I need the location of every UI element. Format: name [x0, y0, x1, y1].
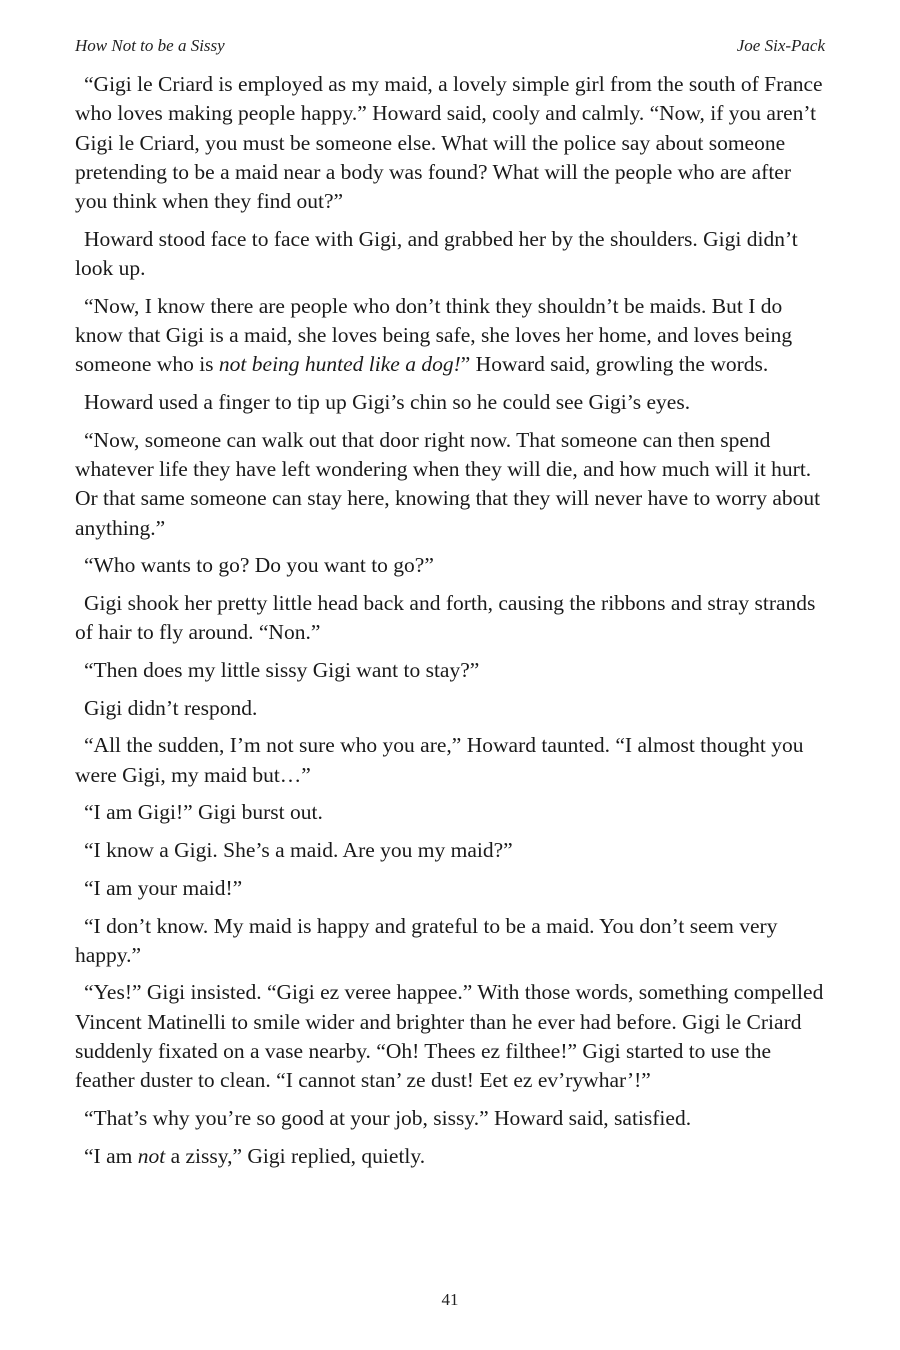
- emphasis-text: not being hunted like a dog!: [218, 352, 461, 377]
- paragraph-text: Howard used a finger to tip up Gigi’s chin so he could see Gigi’s eyes.: [84, 390, 691, 415]
- paragraph: [75, 225, 825, 284]
- paragraph: [75, 731, 825, 790]
- paragraph: [75, 551, 825, 580]
- paragraph-text: “Then does my little sissy Gigi want to stay?”: [84, 658, 480, 683]
- paragraph-text: ” Howard said, growling the words.: [460, 352, 769, 377]
- paragraph: [75, 589, 825, 648]
- paragraph: [75, 1142, 825, 1171]
- paragraph: [75, 836, 825, 865]
- author-name: Joe Six-Pack: [736, 36, 825, 55]
- paragraph-text: Gigi shook her pretty little head back and forth, causing the ribbons and stray strands of hair to fly around. “Non.”: [75, 591, 816, 645]
- paragraph: [75, 978, 825, 1095]
- paragraph-text: “All the sudden, I’m not sure who you are,” Howard taunted. “I almost thought you were Gigi, my maid but…”: [75, 733, 804, 787]
- paragraph-text: “Yes!” Gigi insisted. “Gigi ez veree happee.” With those words, something compelled Vincent Matinelli to smile wider and brighter than he ever had before. Gigi le Criard suddenly fixated on a vase nearby. “Oh! Thees ez filthee!” Gigi started to use the feather duster to clean. “I cannot stan’ ze dust! Eet ez ev’rywhar’!”: [75, 980, 824, 1093]
- paragraph-text: “I am: [84, 1143, 138, 1168]
- paragraph-text: “Who wants to go? Do you want to go?”: [84, 553, 434, 578]
- paragraph: [75, 912, 825, 971]
- paragraph-text: “Gigi le Criard is employed as my maid, a lovely simple girl from the south of France who loves making people happy.” Howard said, cooly and calmly. “Now, if you aren’t Gigi le Criard, you must be someone else. What will the police say about someone pretending to be a maid near a body was found? What will the people who are after you think when they find out?”: [75, 72, 823, 214]
- body-text: [75, 70, 825, 1179]
- paragraph: [75, 70, 825, 216]
- page-number: 41: [441, 1290, 459, 1309]
- paragraph-text: “I don’t know. My maid is happy and grateful to be a maid. You don’t seem very happy.”: [75, 913, 778, 967]
- paragraph-text: “I am Gigi!” Gigi burst out.: [84, 800, 323, 825]
- paragraph-text: “I am your maid!”: [84, 875, 243, 900]
- paragraph-text: a zissy,” Gigi replied, quietly.: [165, 1143, 426, 1168]
- paragraph-text: “Now, someone can walk out that door right now. That someone can then spend whatever life they have left wondering when they will die, and how much will it hurt. Or that same someone can stay here, knowing that they will never have to worry about anything.”: [75, 427, 821, 540]
- paragraph-text: Howard stood face to face with Gigi, and grabbed her by the shoulders. Gigi didn’t look up.: [75, 226, 798, 281]
- paragraph-text: “I know a Gigi. She’s a maid. Are you my maid?”: [84, 838, 513, 863]
- book-title: How Not to be a Sissy: [75, 36, 225, 55]
- paragraph: [75, 694, 825, 723]
- paragraph: [75, 292, 825, 380]
- paragraph-text: “Now, I know there are people who don’t think they shouldn’t be maids. But I do know that Gigi is a maid, she loves being safe, she loves her home, and loves being someone who is: [75, 293, 793, 377]
- paragraph: [75, 426, 825, 543]
- paragraph: [75, 1104, 825, 1133]
- paragraph: [75, 656, 825, 685]
- running-head: [75, 36, 825, 58]
- paragraph: [75, 874, 825, 903]
- paragraph-text: “That’s why you’re so good at your job, sissy.” Howard said, satisfied.: [84, 1106, 692, 1131]
- paragraph-text: Gigi didn’t respond.: [84, 695, 258, 720]
- paragraph: [75, 388, 825, 417]
- paragraph: [75, 798, 825, 827]
- emphasis-text: not: [137, 1143, 166, 1168]
